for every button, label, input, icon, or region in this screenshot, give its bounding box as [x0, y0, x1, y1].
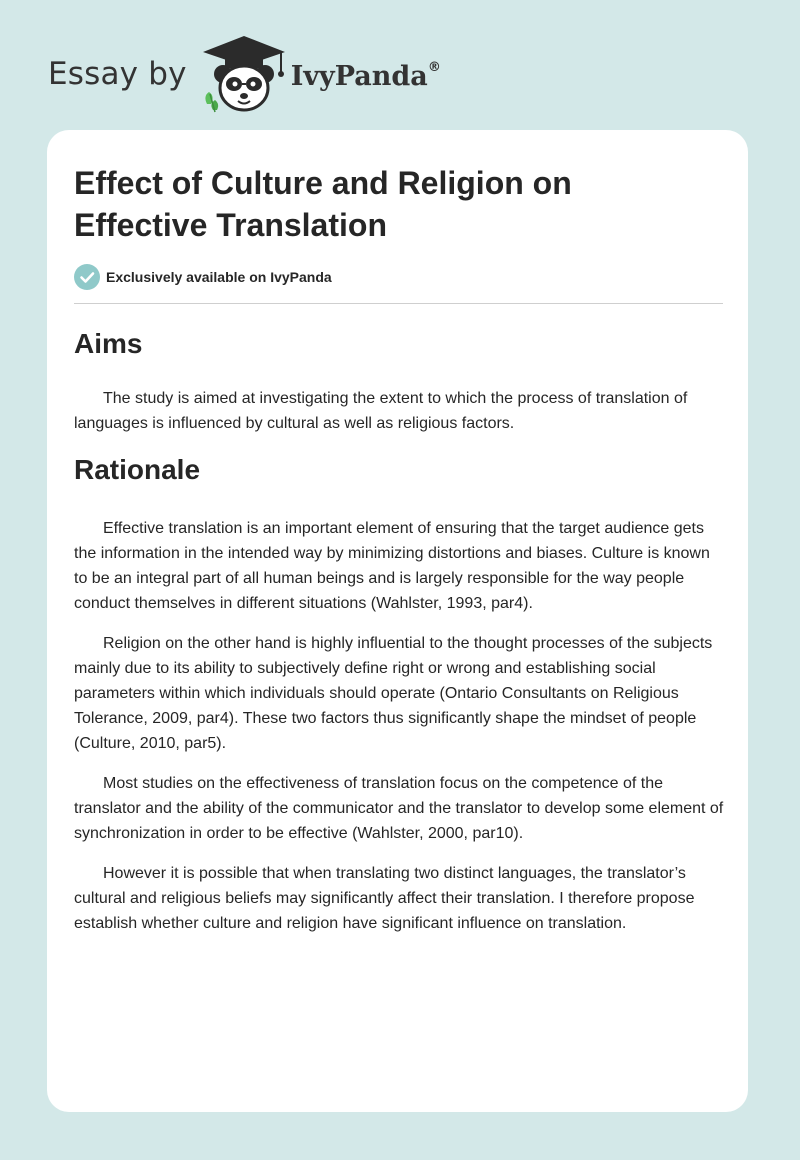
divider — [74, 303, 723, 304]
paragraph: The study is aimed at investigating the extent to which the process of translation of languages is influenced by cultural as well as religious factors. — [74, 390, 688, 432]
exclusive-badge — [74, 264, 332, 290]
paragraph: Most studies on the effectiveness of translation focus on the competence of the translator and the ability of the communicator and the translator to develop some element of synchronization in order to be effective (Wahlster, 2000, par10). — [74, 775, 724, 842]
paragraph: Religion on the other hand is highly influential to the thought processes of the subjects mainly due to its ability to subjectively define right or wrong and establishing social parameters within which individuals should operate (Ontario Consultants on Religious Tolerance, 2009, par4). These two factors thus significantly shape the mindset of people (Culture, 2010, par5). — [74, 635, 713, 752]
check-circle-icon — [74, 264, 100, 290]
section-heading-rationale: Rationale — [74, 454, 201, 485]
essay-by-label: Essay by — [48, 56, 187, 92]
site-header — [48, 34, 441, 114]
registered-mark: ® — [427, 59, 441, 75]
section-heading-aims: Aims — [74, 328, 143, 359]
brand-name[interactable]: IvyPanda® — [290, 59, 441, 92]
essay-title: Effect of Culture and Religion on Effective Translation — [74, 165, 572, 243]
essay-body — [74, 320, 724, 936]
paragraph: Effective translation is an important element of ensuring that the target audience gets the information in the intended way by minimizing distortions and biases. Culture is known to be an integral part of all human beings and is largely responsible for the way people conduct themselves in different situations (Wahlster, 1993, par4). — [74, 520, 710, 612]
exclusive-label: Exclusively available on IvyPanda — [106, 269, 332, 285]
paragraph: However it is possible that when translating two distinct languages, the translator’s cultural and religious beliefs may significantly affect their translation. I therefore propose establish whether culture and religion have significant influence on translation. — [74, 865, 695, 932]
ivypanda-logo-icon[interactable] — [201, 34, 287, 114]
essay-card — [47, 130, 748, 1112]
